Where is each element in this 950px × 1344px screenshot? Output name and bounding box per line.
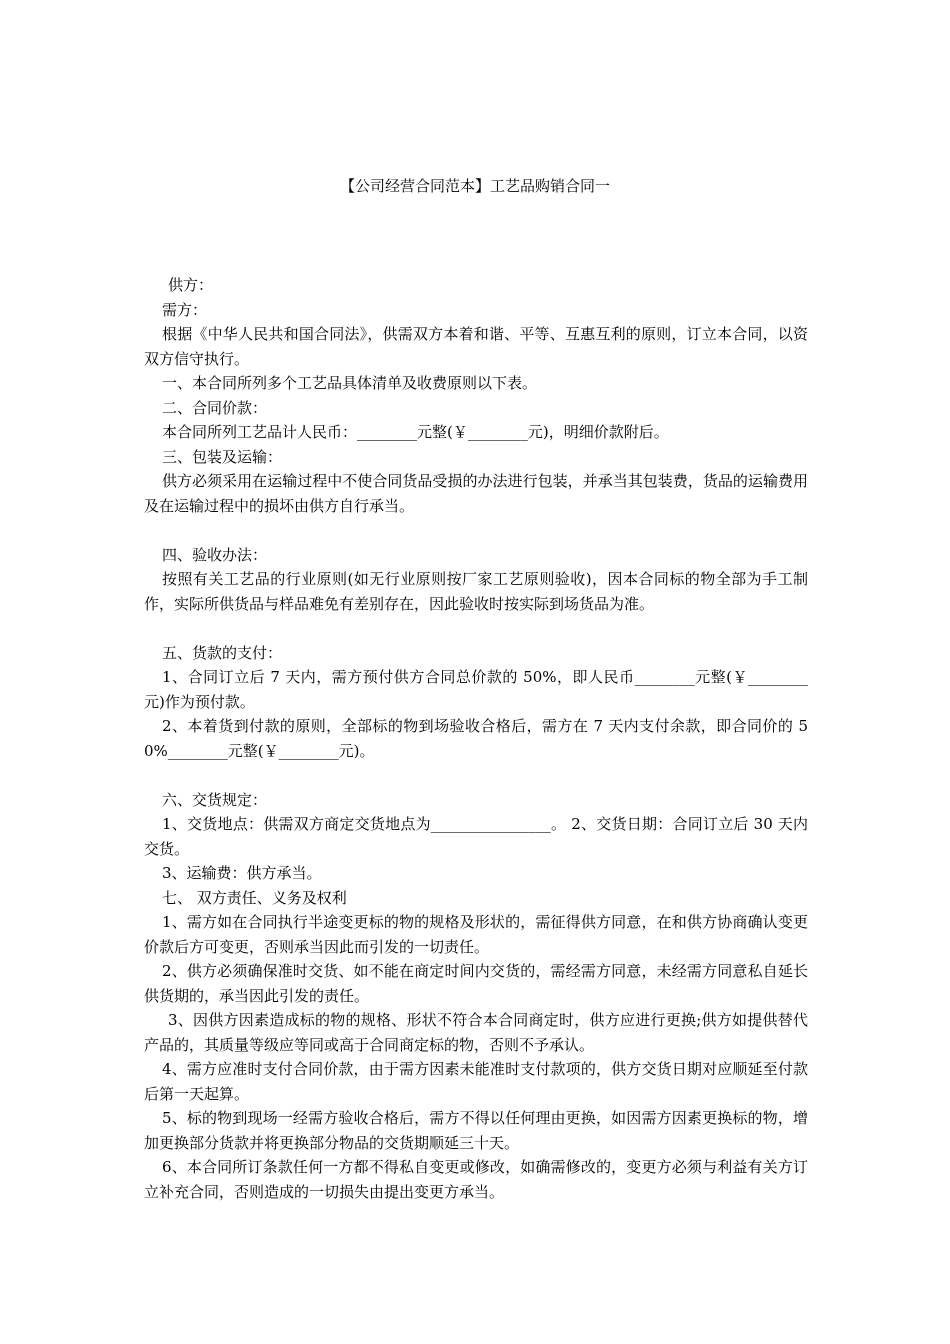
paragraph-acceptance: 按照有关工艺品的行业原则(如无行业原则按厂家工艺原则验收)，因本合同标的物全部为手工制作，实际所供货品与样品难免有差别存在，因此验收时按实际到场货品为准。 bbox=[144, 570, 808, 613]
document-body bbox=[144, 273, 808, 1204]
paragraph-buyer: 需方： bbox=[162, 300, 208, 319]
paragraph-duty-5: 5、标的物到现场一经需方验收合格后，需方不得以任何理由更换，如因需方因素更换标的物，增加更换部分货款并将更换部分物品的交货期顺延三十天。 bbox=[144, 1109, 808, 1152]
paragraph-payment-1: 1、合同订立后 7 天内，需方预付供方合同总价款的 50%，即人民币________元整(￥________元)作为预付款。 bbox=[144, 668, 808, 711]
paragraph-packaging: 供方必须采用在运输过程中不使合同货品受损的办法进行包装，并承当其包装费，货品的运输费用及在运输过程中的损坏由供方自行承当。 bbox=[144, 472, 808, 515]
paragraph-duty-2: 2、供方必须确保准时交货、如不能在商定时间内交货的，需经需方同意，未经需方同意私自延长供货期的，承当因此引发的责任。 bbox=[144, 962, 808, 1005]
blank-line bbox=[144, 616, 808, 641]
paragraph-section-1: 一、本合同所列多个工艺品具体清单及收费原则以下表。 bbox=[162, 374, 538, 392]
paragraph-duty-3: 3、因供方因素造成标的物的规格、形状不符合本合同商定时，供方应进行更换;供方如提供替代产品的，其质量等级应等同或高于合同商定标的物，否则不予承认。 bbox=[144, 1011, 808, 1054]
blank-line bbox=[144, 518, 808, 543]
paragraph-section-4-heading: 四、验收办法： bbox=[162, 545, 268, 564]
paragraph-duty-6: 6、本合同所订条款任何一方都不得私自变更或修改，如确需修改的，变更方必须与利益有关方订立补充合同，否则造成的一切损失由提出变更方承当。 bbox=[144, 1158, 808, 1201]
paragraph-duty-4: 4、需方应准时支付合同价款，由于需方因素未能准时支付款项的，供方交货日期对应顺延至付款后第一天起算。 bbox=[144, 1060, 808, 1103]
paragraph-section-6-heading: 六、交货规定： bbox=[162, 790, 268, 809]
blank-line bbox=[144, 763, 808, 788]
paragraph-contract-price: 本合同所列工艺品计人民币：________元整(￥________元)，明细价款附后。 bbox=[162, 423, 669, 441]
paragraph-intro: 根据《中华人民共和国合同法》，供需双方本着和谐、平等、互惠互利的原则，订立本合同，以资双方信守执行。 bbox=[144, 325, 808, 368]
paragraph-section-5-heading: 五、货款的支付： bbox=[162, 643, 283, 662]
paragraph-section-7-heading: 七、 双方责任、义务及权利 bbox=[162, 888, 347, 907]
paragraph-supplier: 供方： bbox=[168, 276, 214, 294]
document-title: 【公司经营合同范本】工艺品购销合同一 bbox=[339, 177, 610, 195]
paragraph-section-2-heading: 二、合同价款： bbox=[162, 398, 268, 417]
paragraph-delivery-1: 1、交货地点：供需双方商定交货地点为________________。 2、交货日期：合同订立后 30 天内交货。 bbox=[144, 815, 808, 858]
paragraph-delivery-3: 3、运输费：供方承当。 bbox=[162, 864, 322, 882]
paragraph-section-3-heading: 三、包装及运输： bbox=[162, 447, 283, 466]
paragraph-payment-2: 2、本着货到付款的原则，全部标的物到场验收合格后，需方在 7 天内支付余款，即合同价的 50%________元整(￥________元)。 bbox=[144, 717, 808, 760]
paragraph-duty-1: 1、需方如在合同执行半途变更标的物的规格及形状的，需征得供方同意，在和供方协商确认变更价款后方可变更，否则承当因此而引发的一切责任。 bbox=[144, 913, 808, 956]
